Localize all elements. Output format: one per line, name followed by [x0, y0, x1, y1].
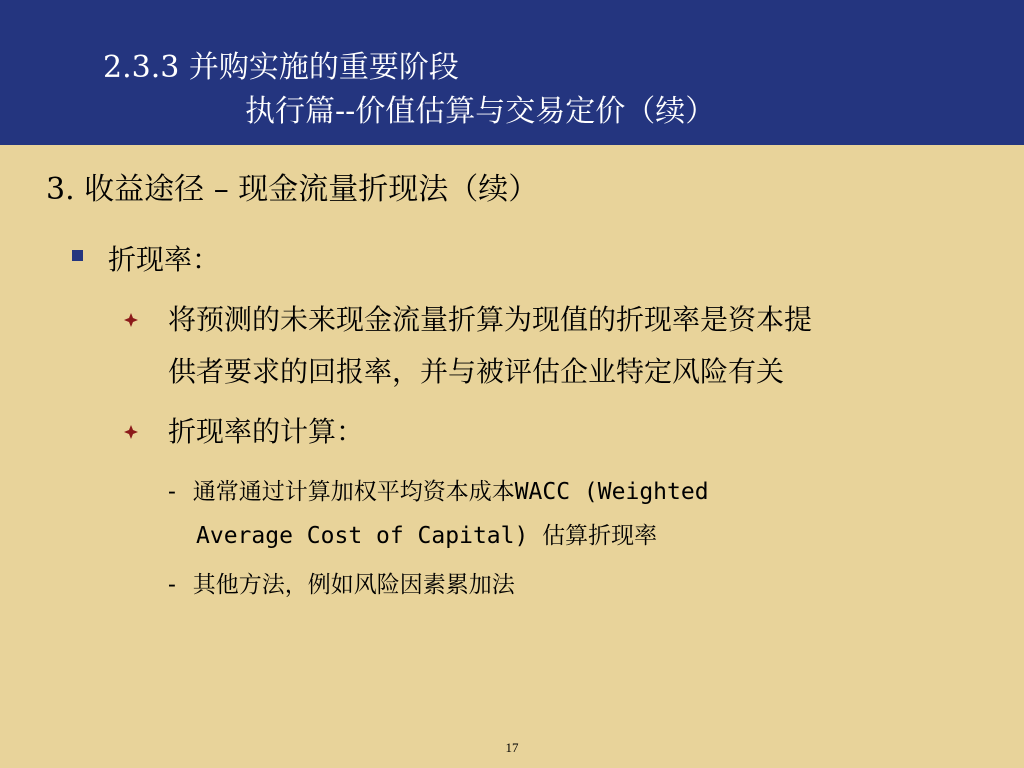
diamond-bullet-icon	[124, 313, 138, 327]
diamond-bullet-icon	[124, 425, 138, 439]
title-banner	[0, 0, 1024, 145]
section-heading: 3. 收益途径 – 现金流量折现法（续）	[46, 172, 539, 207]
sub-bullet-1-line-2: 供者要求的回报率，并与被评估企业特定风险有关	[168, 355, 785, 388]
title-line-2: 执行篇--价值估算与交易定价（续）	[245, 94, 716, 129]
detail-1-line-2: Average Cost of Capital) 估算折现率	[196, 523, 658, 549]
sub-bullet-1-line-1: 将预测的未来现金流量折算为现值的折现率是资本提	[168, 303, 813, 336]
page-number: 17	[505, 740, 519, 755]
bullet-label: 折现率：	[108, 243, 221, 276]
detail-2: - 其他方法，例如风险因素累加法	[165, 572, 515, 598]
sub-bullet-2: 折现率的计算：	[168, 415, 365, 448]
title-line-1: 2.3.3 并购实施的重要阶段	[103, 50, 459, 85]
square-bullet-icon	[72, 250, 83, 261]
detail-1-line-1: - 通常通过计算加权平均资本成本WACC (Weighted	[165, 479, 709, 505]
